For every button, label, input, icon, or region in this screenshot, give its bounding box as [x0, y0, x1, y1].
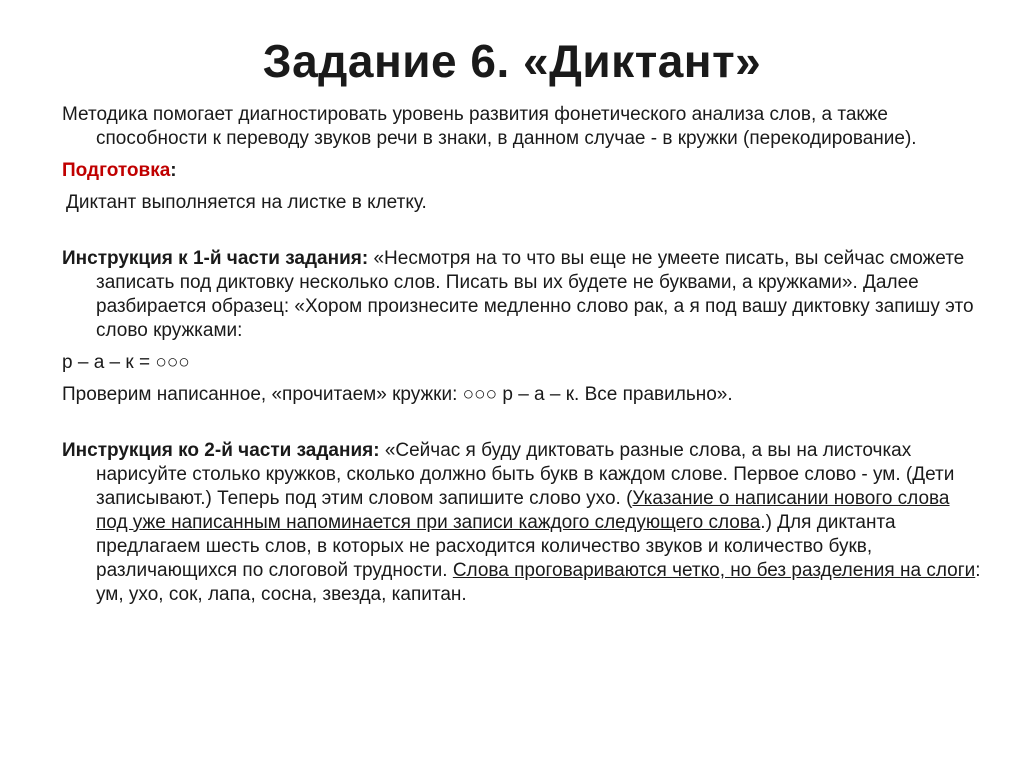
spacer [62, 415, 982, 439]
spacer [62, 223, 982, 247]
intro-paragraph: Методика помогает диагностировать уровень развития фонетического анализа слов, а также способности к переводу звуков речи в знаки, в данном случае - в кружки (перекодирование). [62, 104, 917, 149]
part2-underlined-rule: Слова проговариваются четко, но без разделения на слоги [452, 560, 976, 581]
part2-underlined-note: Указание о написании нового слова под уже написанным напоминается при записи каждого следующего слова [96, 488, 950, 533]
slide-body [62, 103, 982, 615]
preparation-heading [62, 159, 982, 183]
preparation-colon: : [170, 160, 177, 181]
preparation-text: Диктант выполняется на листке в клетку. [66, 192, 427, 213]
part1-example: р – а – к = ○○○ [62, 352, 190, 373]
preparation-label: Подготовка [62, 160, 171, 181]
part2-paragraph [62, 439, 982, 607]
part1-check: Проверим написанное, «прочитаем» кружки: ○○○ р – а – к. Все правильно». [62, 384, 733, 405]
part1-text: «Несмотря на то что вы еще не умеете писать, вы сейчас сможете записать под диктовку несколько слов. Писать вы их будете не буквами, а кружками». Далее разбирается образец: «Хором произнесите медленно слово рак, а я под вашу диктовку запишу это слово кружками: [96, 248, 974, 341]
slide-title: Задание 6. «Диктант» [262, 35, 762, 87]
part2-text-1: «Сейчас я буду диктовать разные слова, а вы на листочках нарисуйте столько кружков, сколько должно быть букв в каждом слове. Первое слово - ум. (Дети записывают.) Теперь под этим словом запишите слово ухо. ( [96, 440, 955, 509]
part1-label: Инструкция к 1-й части задания: [62, 248, 369, 269]
part2-label: Инструкция ко 2-й части задания: [62, 440, 380, 461]
part2-text-3: : ум, ухо, сок, лапа, сосна, звезда, капитан. [96, 560, 981, 605]
part2-text-2: .) Для диктанта предлагаем шесть слов, в которых не расходится количество звуков и количество букв, различающихся по слоговой трудности. [96, 512, 896, 581]
part1-paragraph [62, 247, 982, 343]
